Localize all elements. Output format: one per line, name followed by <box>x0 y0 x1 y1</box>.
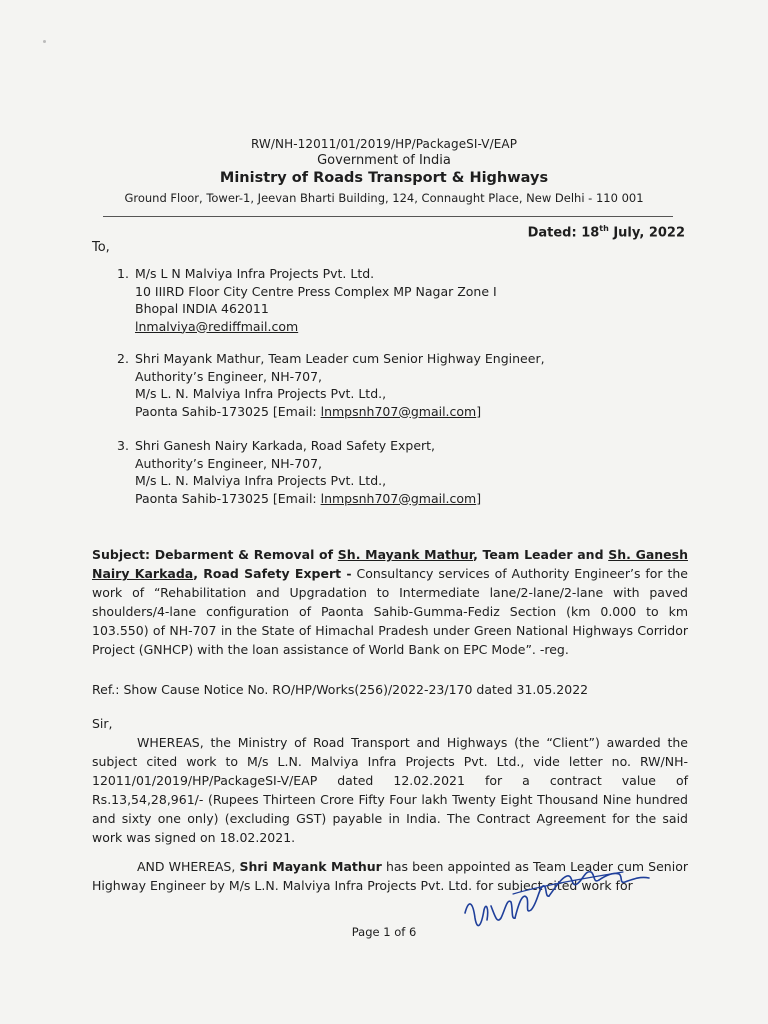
whereas-paragraph: WHEREAS, the Ministry of Road Transport and Highways (the “Client”) awarded the subject cited work to M/s L.N. Malviya Infra Projects Pvt. Ltd., vide letter no. RW/NH-12011/01/2019/HP/PackageSI-V/EAP dated 12.02.2021 for a contract value of Rs.13,54,28,961/- (Rupees Thirteen Crore Fifty Four lakh Twenty Eight Thousand Nine hundred and sixty one only) (excluding GST) payable in India. The Contract Agreement for the said work was signed on 18.02.2021. <box>92 735 688 845</box>
ministry-name: Ministry of Roads Transport & Highways <box>219 170 549 186</box>
email-link[interactable]: lnmalviya@rediffmail.com <box>135 318 299 334</box>
email-link[interactable]: lnmpsnh707@gmail.com <box>320 403 477 419</box>
government-name: Government of India <box>317 153 451 168</box>
addressee-1: 1. M/s L N Malviya Infra Projects Pvt. Ltd. 10 IIIRD Floor City Centre Press Complex MP Nagar Zone I Bhopal INDIA 462011 lnmalviya@rediffmail.com <box>117 266 497 334</box>
addressee-2: 2. Shri Mayank Mathur, Team Leader cum Senior Highway Engineer, Authority’s Engineer, NH-707, M/s L. N. Malviya Infra Projects Pvt. Ltd., Paonta Sahib-173025 [Email: lnmpsnh707@gmail.com] <box>117 351 545 419</box>
header-divider <box>103 216 673 217</box>
letter-reference-number: RW/NH-12011/01/2019/HP/PackageSI-V/EAP <box>250 137 518 151</box>
page-number: Page 1 of 6 <box>351 925 417 939</box>
ministry-address: Ground Floor, Tower-1, Jeevan Bharti Building, 124, Connaught Place, New Delhi - 110 001 <box>124 191 644 205</box>
to-label: To, <box>92 240 110 255</box>
addressee-3: 3. Shri Ganesh Nairy Karkada, Road Safety Expert, Authority’s Engineer, NH-707, M/s L. N. Malviya Infra Projects Pvt. Ltd., Paonta Sahib-173025 [Email: lnmpsnh707@gmail.com] <box>117 438 482 506</box>
salutation: Sir, <box>92 716 113 731</box>
scan-speck <box>43 40 46 43</box>
and-whereas-paragraph: AND WHEREAS, Shri Mayank Mathur has been appointed as Team Leader cum Senior Highway Engineer by M/s L.N. Malviya Infra Projects Pvt. Ltd. for subject cited work for <box>92 859 688 893</box>
letter-date: Dated: 18th July, 2022 <box>527 224 685 241</box>
subject-paragraph: Subject: Debarment & Removal of Sh. Mayank Mathur, Team Leader and Sh. Ganesh Nairy Karkada, Road Safety Expert - Consultancy services of Authority Engineer’s for the work of “Rehabilitation and Upgradation to Intermediate lane/2-lane/2-lane with paved shoulders/4-lane configuration of Paonta Sahib-Gumma-Fediz Section (km 0.000 to km 103.550) of NH-707 in the State of Himachal Pradesh under Green National Highways Corridor Project (GNHCP) with the loan assistance of World Bank on EPC Mode”. -reg. <box>92 547 688 657</box>
email-link[interactable]: lnmpsnh707@gmail.com <box>320 490 477 506</box>
reference-line: Ref.: Show Cause Notice No. RO/HP/Works(256)/2022-23/170 dated 31.05.2022 <box>92 682 589 697</box>
